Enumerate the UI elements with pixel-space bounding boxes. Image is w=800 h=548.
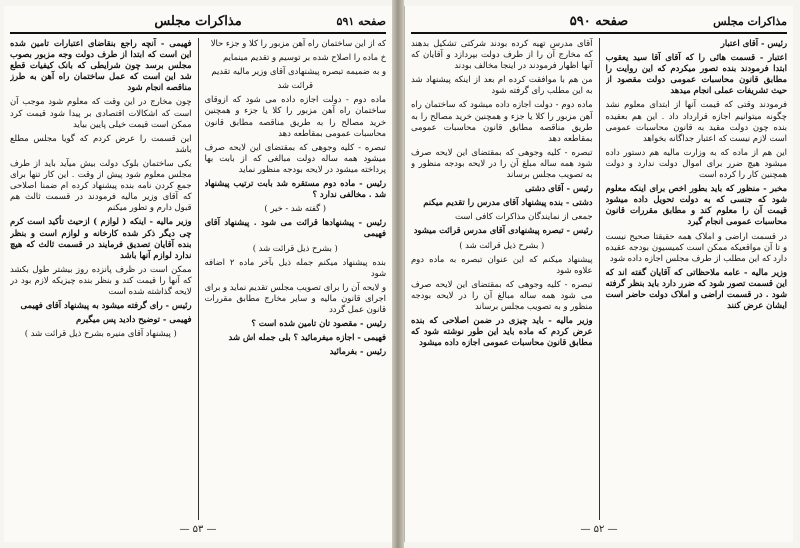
right-page-columns [411,38,787,520]
paragraph: وزیر مالیه - باید چیزی در ضمن اصلاحی که بنده عرض کردم که ماده باید این طور نوشته شود که مطابق قانون محاسبات عمومی اجازه داده میشود [411,315,593,348]
paragraph: رئیس - آقای اعتبار [720,38,787,48]
paragraph: ( گفته شد - خیر ) [264,203,327,214]
paragraph: رئیس - مقصود تان تامین شده است ؟ [251,318,386,329]
paragraph: ( بشرح ذیل قرائت شد ) [252,242,338,253]
paragraph: چون مخارج در این وقت که معلوم شود موجب آن است که اشکالات اقتصادی بر پیدا شود قیمت کرد ممکن است قیمت خیلی پایین بیاید [10,96,192,129]
column-divider [599,38,600,520]
paragraph: قرائت شد [277,80,314,91]
paragraph: فرمودند وقتی که قیمت آنها از ابتدای معلوم نشد چگونه میتوانیم اجازه قرارداد داد . این هم بعقیده بنده چون دولت مقید به قانون محاسبات عمومی است لازم نیست که اعتبار جداگانه بخواهد [605,99,787,143]
paragraph: تبصره - کلیه وجوهی که بمقتضای این لایحه صرف میشود همه ساله دولت مبالغی که از بابت بها پرداخته میشود در لایحه بودجه منظور نماید [204,141,386,174]
right-page [404,6,793,542]
paragraph: رئیس - آقای دشتی [525,183,593,194]
paragraph: فهیمی - آنچه راجع بنقاضای اعتبارات تامین شده این است که ابتدا از طرف دولت وجه مزبور بصوب مجلس برسد چون شرایطی که بانک کیفیات قطع شد این است که عمل ساختمان راه آهن به طرز مناقصه انجام شود [10,38,192,93]
left-page-title: مذاکرات مجلس [154,13,242,29]
right-page-column-right [606,38,788,520]
left-page-header [10,10,386,34]
paragraph: رئیس - ماده دوم مستقره شد بابت ترتیب پیشنهاد شد . مخالفی ندارد ؟ [204,178,386,200]
paragraph: و لایحه آن را برای تصویب مجلس تقدیم نماید و برای اجرای قانون مالیه و سایر مخارج مطابق مقررات قانون عمل گردد [204,281,386,314]
paragraph: و به ضمیمه تبصره پیشنهادی آقای وزیر مالیه تقدیم [211,66,386,77]
left-page-footer: — ۵۳ — [179,524,217,535]
left-page [4,6,393,542]
left-page-columns [10,38,386,520]
paragraph: رئیس - بفرمائید [329,346,386,357]
paragraph: دشتی - بنده پیشنهاد آقای مدرس را تقدیم میکنم [423,197,593,208]
right-page-header-right: مذاکرات مجلس [713,14,787,28]
paragraph: بنده پیشنهاد میکنم جمله ذیل بآخر ماده ۲ اضافه شود [204,256,386,278]
paragraph: رئیس - تبصره پیشنهادی آقای مدرس قرائت میشود [413,225,593,236]
paragraph: این قسمت را عرض کردم که گویا مجلس مطلع باشد [10,132,192,154]
paragraph: ممکن است در ظرف پانزده روز بیشتر طول بکشد که آنها را قیمت کند و بنظر بنده چیزیکه لازم بود در لایحه گذاشته شده است [10,263,192,296]
paragraph: تبصره - کلیه وجوهی که بمقتضای این لایحه صرف می شود همه ساله مبالغ آن را در لایحه بودجه منظور و به تصویب مجلس برساند [411,278,593,311]
left-page-column-left [10,38,192,520]
paragraph: خ ماده را اصلاح شده بر توسیم و تقدیم مینمایم [222,52,386,63]
paragraph: اعتبار - قسمت هائی را که آقای آقا سید یعقوب ابتدا فرمودند بنده تصور میکردم که این روایت را مطابق قانون محاسبات عمومی دولت مقصود از حیث تشریفات عملی انجام میدهد [605,52,787,96]
paragraph: جمعی از نمایندگان مذاکرات کافی است [454,211,593,222]
paragraph: این هم از ماده که به وزارت مالیه هم دستور داده میشود هیچ ضرر برای اموال دولت ندارد و دولت همچنین کار را کرده است [605,146,787,180]
paragraph: فهیمی - اجازه میفرمائید ؟ بلی جمله اش شد [228,332,386,343]
right-page-number: صفحه ۵۹۰ [569,13,629,29]
paragraph: ( پیشنهاد آقای منیره بشرح ذیل قرائت شد ) [24,328,177,339]
paragraph: یکی ساختمان بلوک دولت بیش میآید باید از طرف مجلس معلوم شود پیش از وقت . این کار تنها برای جمع کردن نامه بنده پیشنهاد کرده ام ضمنا اصلاحی که آقای وزیر مالیه فرمودند در قسمت ثالث هم قبول دارم و تطور میکنم [10,157,192,213]
paragraph: ماده دوم - دولت اجازه داده می شود که ازوقای ساختمان راه آهن مزبور را کلا یا جزء و همچنین خرید مصالح را به طریق مناقصه مطابق قانون محاسبات عمومی بمقاطعه دهد [204,94,386,138]
paragraph: رئیس - رای گرفته میشود به پیشنهاد آقای فهیمی [20,300,192,311]
book-gutter [392,0,404,548]
column-divider [198,38,199,520]
paragraph: تبصره - کلیه وجوهی که بمقتضای این لایحه صرف شود همه ساله مبلغ آن را در لایحه بودجه منظور و به تصویب مجلس برساند [411,146,593,180]
right-page-footer: — ۵۲ — [580,524,618,535]
paragraph: وزیر مالیه - اینکه ( لوازم ) ازحیث تأکید است کرم چی دیگر ذکر شده کارخانه و لوازم است و بنظر بنده آقایان تصدیق فرمایند در قسمت ثالث که هیچ ندارد لوازم آنها باشد [10,216,192,260]
paragraph: ماده دوم - دولت اجازه داده میشود که ساختمان راه آهن مزبور را کلا یا جزء و همچنین خرید مصالح را به طریق مناقصه مطابق قانون محاسبات عمومی بمقاطعه دهد [411,99,593,143]
paragraph: من هم با موافقت کرده ام بعد از اینکه پیشنهاد شد به این مطلب رای گرفته شود [411,74,593,96]
right-page-header [411,10,787,34]
paragraph: آقای مدرس تهیه کرده بودند شرکتی تشکیل بدهند که مخارج آن را از طرف دولت بپردازد و آقایان که آنها اظهار فرمودند در اینجا مخالف بودند [411,38,593,71]
paragraph: که از این ساختمان راه آهن مزبور را کلا و جزء حالا [210,38,386,48]
paragraph: رئیس - پیشنهادها قرائت می شود . پیشنهاد آقای فهیمی [204,217,386,239]
left-page-column-right [205,38,387,520]
paragraph: فهیمی - توضیح دادید پس میگیرم [76,314,192,325]
paragraph: در قسمت اراضی و املاک همه حقیقتا صحیح نیست و تا آن مواقعیکه ممکن است کمیسیون بودجه عقیده دارد که این مطلب از طرف مجلس اجازه داده شود [605,230,787,263]
right-page-column-left [411,38,593,520]
paragraph: پیشنهاد میکنم که این عنوان تبصره به ماده دوم علاوه شود [411,253,593,275]
paragraph: وزیر مالیه - عامه ملاحظاتی که آقایان گفته اند که این قسمت تصور شود که ضرر دارد باید بنظر گرفته شود . در قسمت اراضی و املاک دولت حاضر است ایشان عرض کنند [605,266,787,311]
paragraph: مخبر - منظور که باید بطور اخص برای اینکه معلوم شود که جنسی که به دولت تحویل داده میشود قیمت آن را معلوم کند و مطابق مقررات قانون محاسبات عمومی انجام گیرد [605,183,787,227]
paragraph: ( بشرح ذیل قرائت شد ) [459,239,545,250]
left-page-number: صفحه ۵۹۱ [336,14,386,28]
